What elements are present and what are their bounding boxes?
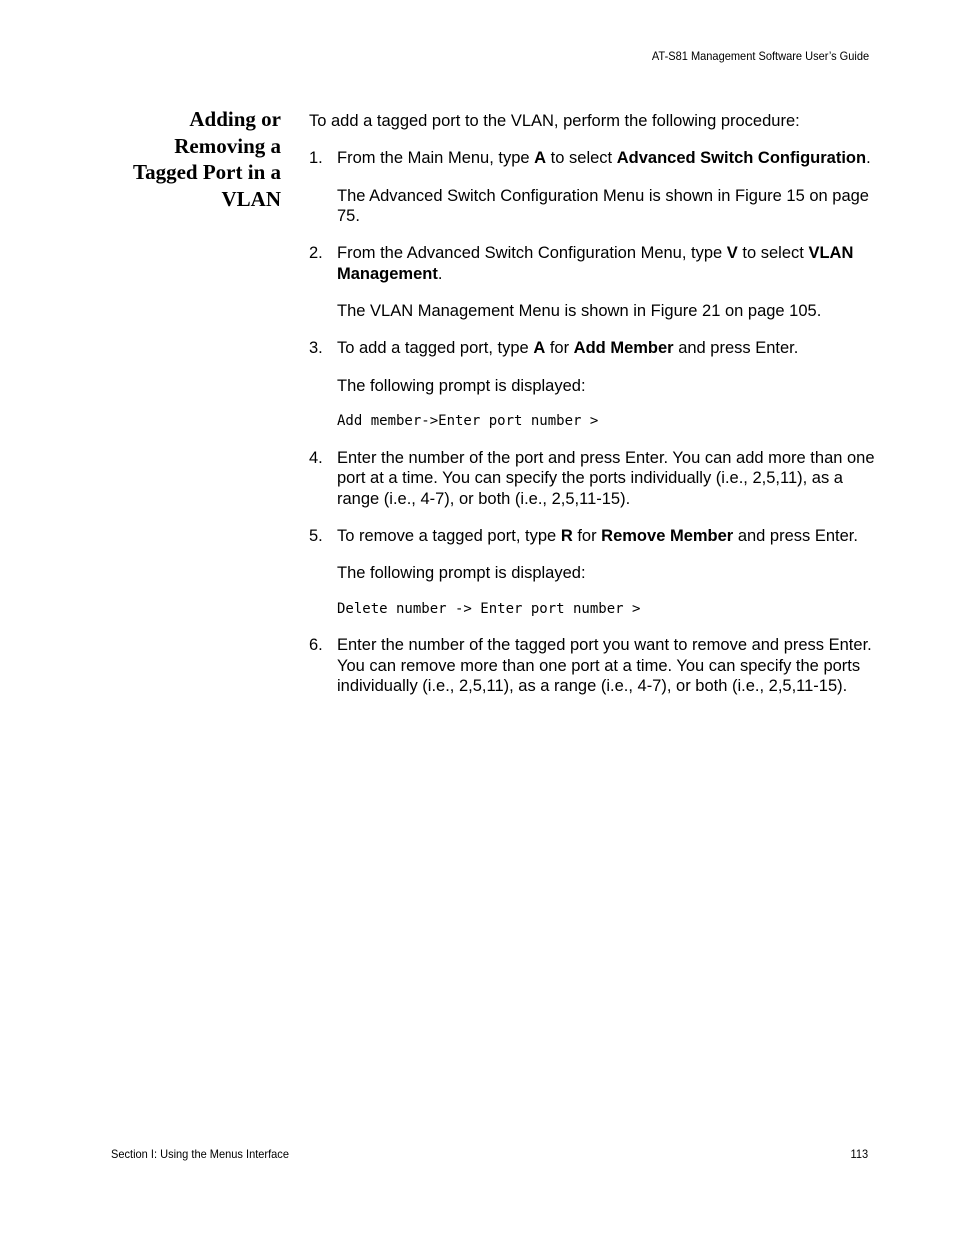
step-item xyxy=(309,526,879,619)
step-number: 2. xyxy=(309,244,323,262)
step-number: 4. xyxy=(309,448,323,467)
step-item xyxy=(309,243,879,322)
command-prompt: Add member->Enter port number > xyxy=(337,413,599,429)
heading-line: Adding or xyxy=(189,107,281,131)
step-number: 5. xyxy=(309,526,323,545)
step-number: 1. xyxy=(309,149,323,167)
step-note: The following prompt is displayed: xyxy=(337,564,586,582)
page-number: 113 xyxy=(850,1147,868,1161)
step-note: The following prompt is displayed: xyxy=(337,376,586,395)
heading-line: VLAN xyxy=(221,186,281,211)
step-text: To add a tagged port, type A for Add Member and press Enter. xyxy=(337,339,799,357)
step-text: To remove a tagged port, type R for Remove Member and press Enter. xyxy=(337,526,858,545)
intro-paragraph: To add a tagged port to the VLAN, perform the following procedure: xyxy=(309,112,800,130)
heading-line: Removing a xyxy=(174,133,281,158)
procedure-steps xyxy=(309,148,879,697)
step-number: 3. xyxy=(309,339,323,357)
step-item xyxy=(309,635,879,697)
step-item xyxy=(309,148,879,227)
step-note: The VLAN Management Menu is shown in Figure 21 on page 105. xyxy=(337,302,822,320)
running-header: AT-S81 Management Software User’s Guide xyxy=(651,49,869,63)
step-text: Enter the number of the port and press Enter. You can add more than one port at a time. You can specify the ports individually (i.e., 2,5,11), as a range (i.e., 4-7), or both (i.e., 2,5,11-15). xyxy=(337,448,875,508)
section-heading xyxy=(100,106,281,212)
step-item xyxy=(309,338,879,431)
step-text: From the Main Menu, type A to select Advanced Switch Configuration. xyxy=(337,149,871,167)
heading-line: Tagged Port in a xyxy=(133,160,281,184)
footer-section: Section I: Using the Menus Interface xyxy=(111,1147,289,1161)
step-text: From the Advanced Switch Configuration Menu, type V to select VLAN Management. xyxy=(337,244,854,283)
procedure-content xyxy=(309,111,879,713)
step-text: Enter the number of the tagged port you want to remove and press Enter. You can remove more than one port at a time. You can specify the ports individually (i.e., 2,5,11), as a range (i.e., 4-7), or both (i.e., 2,5,11-15). xyxy=(337,636,872,695)
command-prompt: Delete number -> Enter port number > xyxy=(337,600,641,617)
step-number: 6. xyxy=(309,636,323,654)
step-item xyxy=(309,448,879,510)
step-note: The Advanced Switch Configuration Menu is shown in Figure 15 on page 75. xyxy=(337,186,869,225)
